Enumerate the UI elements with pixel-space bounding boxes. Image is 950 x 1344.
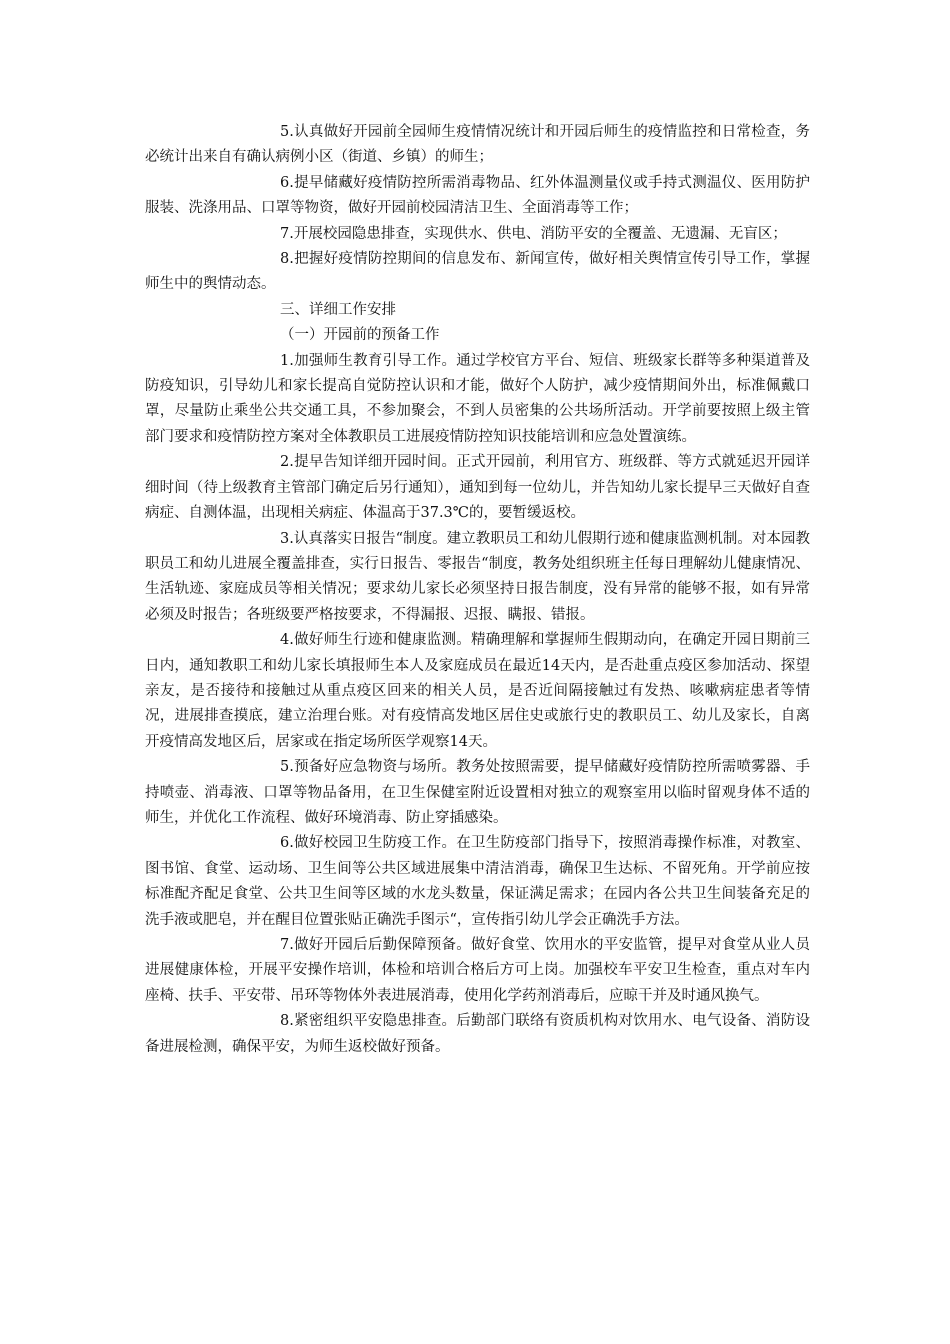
work-item-5: 5.预备好应急物资与场所。教务处按照需要，提早储藏好疫情防控所需喷雾器、手持喷壶、消毒液、口罩等物品备用，在卫生保健室附近设置相对独立的观察室用以临时留观身体不适的师生，并优化工作流程、做好环境消毒、防止穿插感染。 xyxy=(145,759,810,826)
work-item-7: 7.做好开园后后勤保障预备。做好食堂、饮用水的平安监管，提早对食堂从业人员进展健康体检，开展平安操作培训，体检和培训合格后方可上岗。加强校车平安卫生检查，重点对车内座椅、扶手、平安带、吊环等物体外表进展消毒，使用化学药剂消毒后，应晾干并及时通风换气。 xyxy=(145,937,810,1004)
document-body xyxy=(145,120,810,1060)
paragraph-item-7: 7.开展校园隐患排查，实现供水、供电、消防平安的全覆盖、无遗漏、无盲区； xyxy=(280,225,787,242)
paragraph-item-5: 5.认真做好开园前全园师生疫情情况统计和开园后师生的疫情监控和日常检查，务必统计出来自有确认病例小区（街道、乡镇）的师生； xyxy=(145,124,810,166)
work-item-2: 2.提早告知详细开园时间。正式开园前，利用官方、班级群、等方式就延迟开园详细时间（待上级教育主管部门确定后另行通知），通知到每一位幼儿，并告知幼儿家长提早三天做好自查病症、自测体温，出现相关病症、体温高于37.3℃的，要暂缓返校。 xyxy=(145,454,810,522)
work-item-1: 1.加强师生教育引导工作。通过学校官方平台、短信、班级家长群等多种渠道普及防疫知识，引导幼儿和家长提高自觉防控认识和才能，做好个人防护，减少疫情期间外出，标准佩戴口罩，尽量防止乘坐公共交通工具，不参加聚会，不到人员密集的公共场所活动。开学前要按照上级主管部门要求和疫情防控方案对全体教职员工进展疫情防控知识技能培训和应急处置演练。 xyxy=(145,352,810,445)
work-item-3: 3.认真落实日报告“制度。建立教职员工和幼儿假期行迹和健康监测机制。对本园教职员工和幼儿进展全覆盖排查，实行日报告、零报告“制度，教务处组织班主任每日理解幼儿健康情况、生活轨迹、家庭成员等相关情况；要求幼儿家长必须坚持日报告制度，没有异常的能够不报，如有异常必须及时报告；各班级要严格按要求，不得漏报、迟报、瞒报、错报。 xyxy=(145,530,810,623)
paragraph-item-6: 6.提早储藏好疫情防控所需消毒物品、红外体温测量仪或手持式测温仪、医用防护服装、洗涤用品、口罩等物资，做好开园前校园清洁卫生、全面消毒等工作； xyxy=(145,174,810,217)
work-item-8: 8.紧密组织平安隐患排查。后勤部门联络有资质机构对饮用水、电气设备、消防设备进展检测，确保平安，为师生返校做好预备。 xyxy=(145,1013,810,1055)
section-heading: 三、详细工作安排 xyxy=(280,301,396,318)
work-item-6: 6.做好校园卫生防疫工作。在卫生防疫部门指导下，按照消毒操作标准，对教室、图书馆、食堂、运动场、卫生间等公共区域进展集中清洁消毒，确保卫生达标、不留死角。开学前应按标准配齐配足食堂、公共卫生间等区域的水龙头数量，保证满足需求；在园内各公共卫生间装备充足的洗手液或肥皂，并在醒目位置张贴正确洗手图示“，宣传指引幼儿学会正确洗手方法。 xyxy=(145,835,810,928)
work-item-4: 4.做好师生行迹和健康监测。精确理解和掌握师生假期动向，在确定开园日期前三日内，通知教职工和幼儿家长填报师生本人及家庭成员在最近14天内，是否赴重点疫区参加活动、探望亲友，是否接待和接触过从重点疫区回来的相关人员，是否近间隔接触过有发热、咳嗽病症患者等情况，进展排查摸底，建立治理台账。对有疫情高发地区居住史或旅行史的教职员工、幼儿及家长，自离开疫情高发地区后，居家或在指定场所医学观察14天。 xyxy=(145,632,810,750)
subsection-heading: （一）开园前的预备工作 xyxy=(280,327,440,344)
paragraph-item-8: 8.把握好疫情防控期间的信息发布、新闻宣传，做好相关舆情宣传引导工作，掌握师生中的舆情动态。 xyxy=(145,251,810,293)
